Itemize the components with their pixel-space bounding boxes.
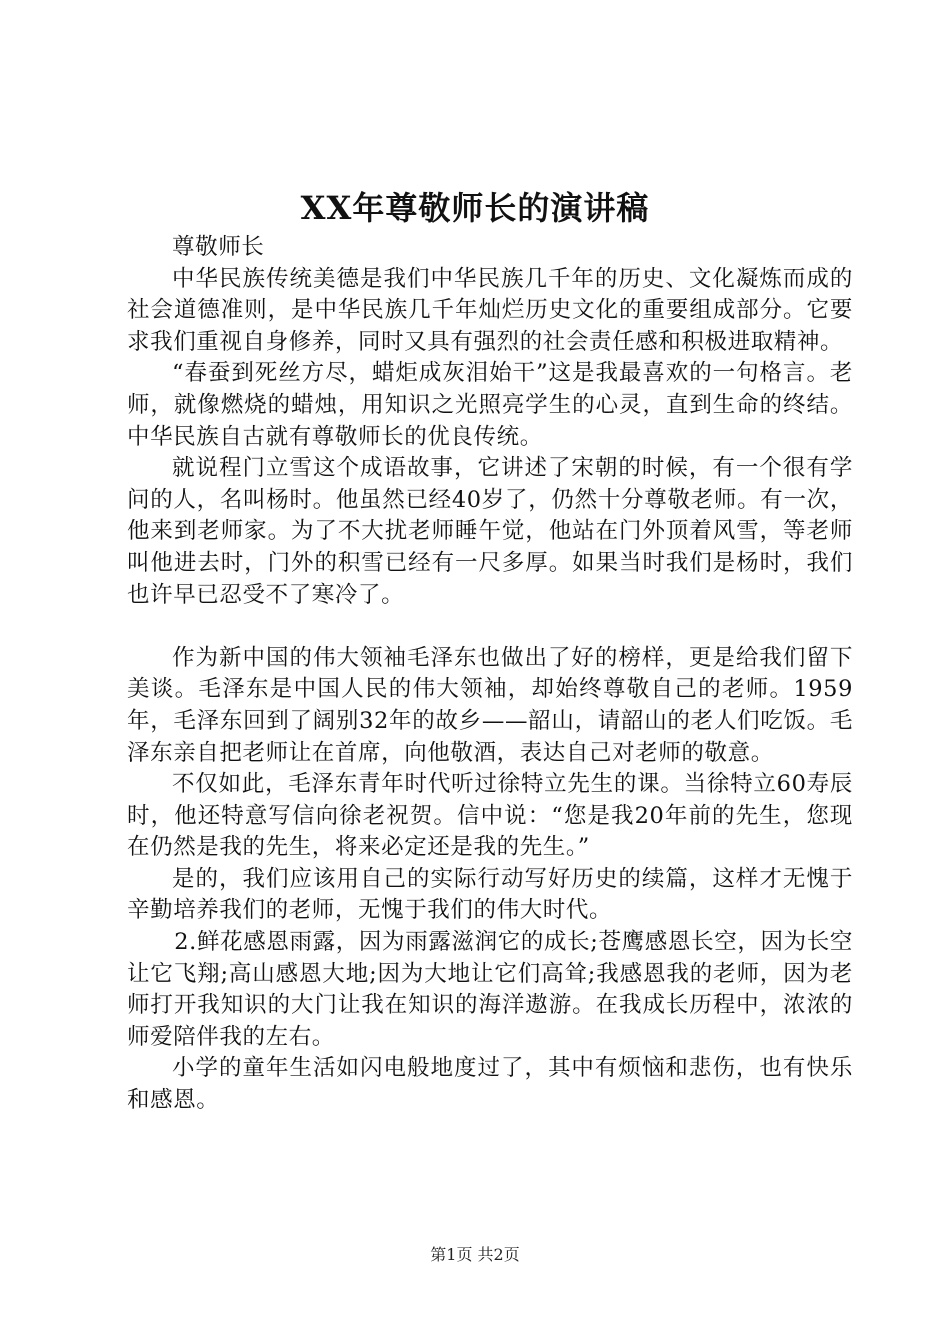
paragraph: 就说程门立雪这个成语故事，它讲述了宋朝的时候，有一个很有学问的人，名叫杨时。他虽然已经40岁了，仍然十分尊敬老师。有一次，他来到老师家。为了不大扰老师睡午觉，他站在门外顶着风雪，等老师叫他进去时，门外的积雪已经有一尺多厚。如果当时我们是杨时，我们也许早已忍受不了寒冷了。 xyxy=(127,455,853,608)
paragraph: 作为新中国的伟大领袖毛泽东也做出了好的榜样，更是给我们留下美谈。毛泽东是中国人民的伟大领袖，却始终尊敬自己的老师。1959年，毛泽东回到了阔别32年的故乡——韶山，请韶山的老人们吃饭。毛泽东亲自把老师让在首席，向他敬酒，表达自己对老师的敬意。 xyxy=(127,644,853,766)
paragraph: 中华民族传统美德是我们中华民族几千年的历史、文化凝炼而成的社会道德准则，是中华民族几千年灿烂历史文化的重要组成部分。它要求我们重视自身修养，同时又具有强烈的社会责任感和积极进取精神。 xyxy=(127,265,853,355)
salutation: 尊敬师长 xyxy=(172,234,265,260)
document-body xyxy=(127,232,853,1117)
document-title: XX年尊敬师长的演讲稿 xyxy=(300,189,650,227)
numbered-paragraph: 2.鲜花感恩雨露，因为雨露滋润它的成长;苍鹰感恩长空，因为长空让它飞翔;高山感恩大地;因为大地让它们高耸;我感恩我的老师，因为老师打开我知识的大门让我在知识的海洋遨游。在我成长历程中，浓浓的师爱陪伴我的左右。 xyxy=(127,929,853,1050)
paragraph: 不仅如此，毛泽东青年时代听过徐特立先生的课。当徐特立60寿辰时，他还特意写信向徐老祝贺。信中说：“您是我20年前的先生，您现在仍然是我的先生，将来必定还是我的先生。” xyxy=(127,771,853,861)
paragraph: 小学的童年生活如闪电般地度过了，其中有烦恼和悲伤，也有快乐和感恩。 xyxy=(127,1055,853,1114)
page-number-footer: 第1页 共2页 xyxy=(430,1245,520,1264)
paragraph: “春蚕到死丝方尽，蜡炬成灰泪始干”这是我最喜欢的一句格言。老师，就像燃烧的蜡烛，用知识之光照亮学生的心灵，直到生命的终结。中华民族自古就有尊敬师长的优良传统。 xyxy=(127,360,853,450)
paragraph: 是的，我们应该用自己的实际行动写好历史的续篇，这样才无愧于辛勤培养我们的老师，无愧于我们的伟大时代。 xyxy=(127,865,853,924)
